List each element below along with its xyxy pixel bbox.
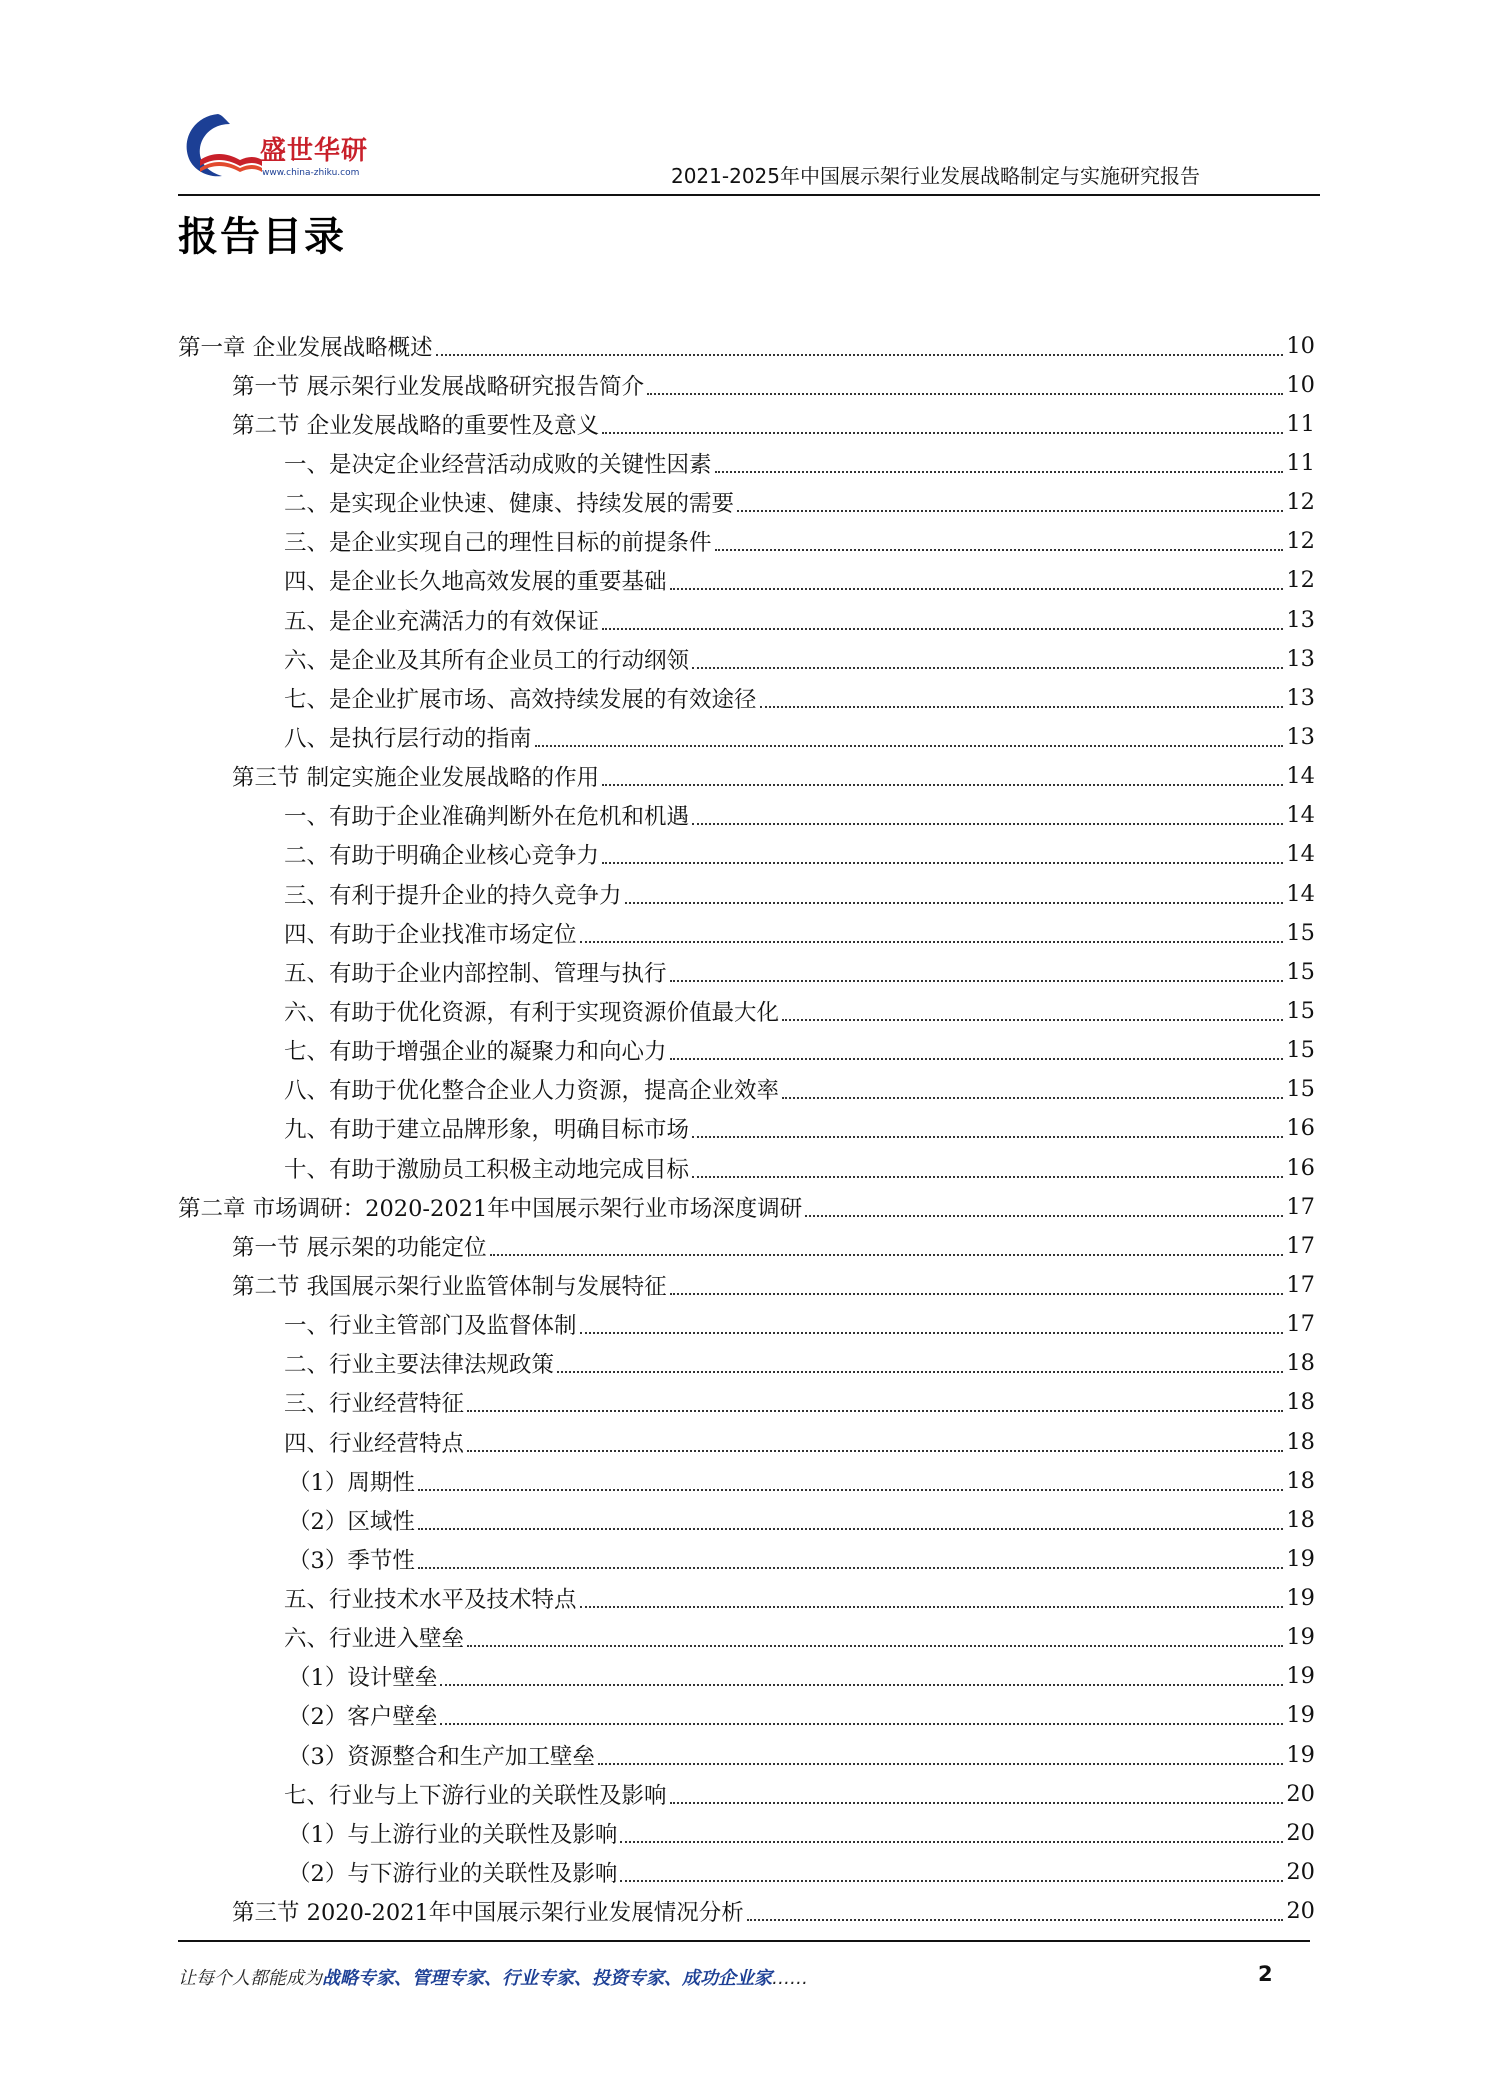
- toc-leader-dots: [490, 1254, 1284, 1256]
- header-divider: [178, 194, 1320, 196]
- toc-entry[interactable]: [178, 1579, 1315, 1618]
- toc-entry-label: 第二节 企业发展战略的重要性及意义: [232, 412, 600, 439]
- toc-entry-page: 17: [1286, 1271, 1315, 1298]
- toc-entry-page: 13: [1286, 606, 1315, 633]
- toc-entry[interactable]: [178, 1070, 1315, 1109]
- toc-leader-dots: [580, 1332, 1284, 1334]
- footer-divider: [178, 1940, 1310, 1942]
- toc-entry[interactable]: [178, 1422, 1315, 1461]
- toc-entry-label: （2）客户壁垒: [288, 1704, 438, 1731]
- toc-entry[interactable]: [178, 1226, 1315, 1265]
- toc-entry-label: 四、行业经营特点: [284, 1430, 465, 1457]
- toc-entry-label: 六、行业进入壁垒: [284, 1626, 465, 1653]
- toc-leader-dots: [440, 1723, 1283, 1725]
- toc-entry-page: 18: [1286, 1506, 1315, 1533]
- toc-entry-page: 14: [1286, 841, 1315, 868]
- toc-entry-label: 第一节 展示架行业发展战略研究报告简介: [232, 373, 645, 400]
- toc-entry[interactable]: [178, 1892, 1315, 1931]
- logo-text: 盛世华研: [260, 136, 369, 166]
- toc-entry-label: 第一章 企业发展战略概述: [178, 334, 433, 361]
- toc-entry-label: 十、有助于激励员工积极主动地完成目标: [284, 1156, 690, 1183]
- toc-entry[interactable]: [178, 600, 1315, 639]
- toc-entry-page: 17: [1286, 1193, 1315, 1220]
- toc-entry[interactable]: [178, 1852, 1315, 1891]
- toc-entry-page: 19: [1286, 1624, 1315, 1651]
- toc-entry-page: 15: [1286, 1076, 1315, 1103]
- toc-entry[interactable]: [178, 404, 1315, 443]
- toc-leader-dots: [602, 432, 1283, 434]
- toc-leader-dots: [440, 1684, 1283, 1686]
- toc-leader-dots: [670, 1802, 1284, 1804]
- toc-entry-label: 七、是企业扩展市场、高效持续发展的有效途径: [284, 686, 757, 713]
- toc-leader-dots: [782, 1097, 1283, 1099]
- toc-entry[interactable]: [178, 639, 1315, 678]
- toc-entry-label: 第三节 制定实施企业发展战略的作用: [232, 765, 600, 792]
- toc-entry-page: 19: [1286, 1741, 1315, 1768]
- footer-prefix: 让每个人都能成为: [178, 1968, 322, 1989]
- toc-entry-page: 11: [1286, 410, 1315, 437]
- toc-leader-dots: [598, 1763, 1284, 1765]
- toc-entry[interactable]: [178, 1109, 1315, 1148]
- toc-entry-page: 19: [1286, 1663, 1315, 1690]
- toc-leader-dots: [715, 471, 1284, 473]
- toc-entry-label: 二、有助于明确企业核心竞争力: [284, 843, 600, 870]
- toc-entry[interactable]: [178, 483, 1315, 522]
- toc-entry-page: 18: [1286, 1389, 1315, 1416]
- toc-entry-page: 12: [1286, 528, 1315, 555]
- toc-entry-page: 16: [1286, 1115, 1315, 1142]
- toc-entry-label: 五、行业技术水平及技术特点: [284, 1587, 577, 1614]
- book-swoosh-icon: [178, 106, 264, 186]
- toc-entry[interactable]: [178, 1539, 1315, 1578]
- toc-leader-dots: [782, 1019, 1283, 1021]
- toc-leader-dots: [602, 862, 1283, 864]
- toc-leader-dots: [580, 941, 1284, 943]
- toc-entry-label: 二、行业主要法律法规政策: [284, 1352, 555, 1379]
- footer-highlight: 战略专家、管理专家、行业专家、投资专家、成功企业家: [322, 1968, 772, 1989]
- toc-entry-page: 15: [1286, 919, 1315, 946]
- toc-entry-label: 第三节 2020-2021年中国展示架行业发展情况分析: [232, 1900, 744, 1927]
- toc-leader-dots: [467, 1645, 1283, 1647]
- toc-entry[interactable]: [178, 1461, 1315, 1500]
- toc-leader-dots: [557, 1371, 1283, 1373]
- toc-entry[interactable]: [178, 678, 1315, 717]
- toc-entry-label: 三、有利于提升企业的持久竞争力: [284, 882, 622, 909]
- toc-leader-dots: [418, 1489, 1284, 1491]
- toc-entry[interactable]: [178, 1031, 1315, 1070]
- toc-entry-label: 六、是企业及其所有企业员工的行动纲领: [284, 647, 690, 674]
- toc-leader-dots: [692, 667, 1283, 669]
- report-title: 2021-2025年中国展示架行业发展战略制定与实施研究报告: [670, 164, 1200, 188]
- toc-leader-dots: [467, 1450, 1283, 1452]
- toc-leader-dots: [418, 1528, 1284, 1530]
- toc-entry[interactable]: [178, 952, 1315, 991]
- toc-entry[interactable]: [178, 1305, 1315, 1344]
- toc-entry-label: 四、有助于企业找准市场定位: [284, 921, 577, 948]
- toc-entry[interactable]: [178, 561, 1315, 600]
- toc-entry-label: 八、是执行层行动的指南: [284, 725, 532, 752]
- toc-leader-dots: [670, 1293, 1284, 1295]
- page-header: [178, 100, 1320, 198]
- toc-entry[interactable]: [178, 1344, 1315, 1383]
- toc-entry-page: 20: [1286, 1859, 1315, 1886]
- toc-entry-label: 九、有助于建立品牌形象，明确目标市场: [284, 1117, 690, 1144]
- toc-entry-label: 七、有助于增强企业的凝聚力和向心力: [284, 1039, 667, 1066]
- toc-leader-dots: [625, 902, 1284, 904]
- toc-entry-page: 17: [1286, 1232, 1315, 1259]
- toc-leader-dots: [620, 1841, 1283, 1843]
- toc-entry-label: 第二章 市场调研：2020-2021年中国展示架行业市场深度调研: [178, 1195, 803, 1222]
- toc-entry-label: 三、是企业实现自己的理性目标的前提条件: [284, 530, 712, 557]
- toc-leader-dots: [805, 1215, 1283, 1217]
- toc-leader-dots: [670, 1058, 1284, 1060]
- toc-leader-dots: [670, 588, 1284, 590]
- footer-slogan: [178, 1964, 808, 1990]
- toc-entry-label: 七、行业与上下游行业的关联性及影响: [284, 1782, 667, 1809]
- toc-entry-label: 二、是实现企业快速、健康、持续发展的需要: [284, 491, 735, 518]
- toc-leader-dots: [692, 1176, 1283, 1178]
- toc-entry[interactable]: [178, 443, 1315, 482]
- footer-suffix: ……: [772, 1968, 808, 1989]
- toc-leader-dots: [602, 628, 1283, 630]
- company-logo: [178, 106, 378, 186]
- toc-entry-page: 10: [1286, 371, 1315, 398]
- toc-entry-page: 10: [1286, 332, 1315, 359]
- toc-leader-dots: [715, 549, 1284, 551]
- toc-entry-page: 13: [1286, 684, 1315, 711]
- toc-entry[interactable]: [178, 757, 1315, 796]
- toc-entry-page: 17: [1286, 1311, 1315, 1338]
- toc-leader-dots: [602, 784, 1283, 786]
- page-number: 2: [1258, 1962, 1273, 1986]
- toc-entry[interactable]: [178, 522, 1315, 561]
- toc-entry-label: 五、是企业充满活力的有效保证: [284, 608, 600, 635]
- toc-entry-label: 三、行业经营特征: [284, 1391, 465, 1418]
- toc-entry[interactable]: [178, 365, 1315, 404]
- toc-entry[interactable]: [178, 796, 1315, 835]
- toc-entry-page: 13: [1286, 645, 1315, 672]
- toc-entry-label: 八、有助于优化整合企业人力资源，提高企业效率: [284, 1078, 780, 1105]
- toc-entry-label: （3）资源整合和生产加工壁垒: [288, 1743, 595, 1770]
- toc-entry[interactable]: [178, 1265, 1315, 1304]
- toc-entry-page: 18: [1286, 1428, 1315, 1455]
- toc-entry-label: 六、有助于优化资源，有利于实现资源价值最大化: [284, 999, 780, 1026]
- toc-entry-page: 19: [1286, 1585, 1315, 1612]
- toc-entry[interactable]: [178, 1813, 1315, 1852]
- toc-leader-dots: [670, 980, 1284, 982]
- toc-entry-page: 19: [1286, 1702, 1315, 1729]
- toc-entry-page: 13: [1286, 723, 1315, 750]
- toc-leader-dots: [580, 1606, 1284, 1608]
- toc-entry[interactable]: [178, 1657, 1315, 1696]
- toc-entry-page: 12: [1286, 489, 1315, 516]
- toc-leader-dots: [418, 1567, 1284, 1569]
- toc-entry[interactable]: [178, 1735, 1315, 1774]
- page-title: 报告目录: [178, 214, 346, 260]
- toc-leader-dots: [535, 745, 1284, 747]
- toc-entry-label: 第二节 我国展示架行业监管体制与发展特征: [232, 1273, 667, 1300]
- toc-leader-dots: [692, 823, 1283, 825]
- toc-entry[interactable]: [178, 913, 1315, 952]
- toc-entry-label: 五、有助于企业内部控制、管理与执行: [284, 960, 667, 987]
- toc-entry[interactable]: [178, 326, 1315, 365]
- toc-entry-label: 第一节 展示架的功能定位: [232, 1234, 487, 1261]
- toc-entry-page: 14: [1286, 802, 1315, 829]
- toc-entry[interactable]: [178, 1500, 1315, 1539]
- toc-entry[interactable]: [178, 874, 1315, 913]
- toc-entry-page: 15: [1286, 1037, 1315, 1064]
- toc-entry[interactable]: [178, 991, 1315, 1030]
- toc-entry-label: 一、有助于企业准确判断外在危机和机遇: [284, 804, 690, 831]
- toc-entry-label: （1）周期性: [288, 1469, 415, 1496]
- toc-entry[interactable]: [178, 1618, 1315, 1657]
- toc-entry-page: 20: [1286, 1819, 1315, 1846]
- toc-entry-page: 20: [1286, 1898, 1315, 1925]
- toc-entry-label: 四、是企业长久地高效发展的重要基础: [284, 569, 667, 596]
- toc-leader-dots: [467, 1410, 1283, 1412]
- toc-leader-dots: [692, 1136, 1283, 1138]
- toc-entry-page: 19: [1286, 1545, 1315, 1572]
- toc-entry-label: （2）与下游行业的关联性及影响: [288, 1861, 618, 1888]
- toc-leader-dots: [436, 354, 1284, 356]
- toc-entry-page: 14: [1286, 880, 1315, 907]
- toc-leader-dots: [647, 393, 1283, 395]
- toc-entry-page: 12: [1286, 567, 1315, 594]
- toc-entry-label: （2）区域性: [288, 1508, 415, 1535]
- toc-entry-page: 11: [1286, 449, 1315, 476]
- toc-entry-label: （3）季节性: [288, 1547, 415, 1574]
- logo-url: www.china-zhiku.com: [262, 168, 360, 178]
- toc-entry[interactable]: [178, 1383, 1315, 1422]
- toc-leader-dots: [747, 1919, 1284, 1921]
- toc-entry-page: 20: [1286, 1780, 1315, 1807]
- toc-entry-page: 16: [1286, 1154, 1315, 1181]
- toc-leader-dots: [737, 510, 1283, 512]
- toc-leader-dots: [760, 706, 1284, 708]
- toc-entry-label: 一、是决定企业经营活动成败的关键性因素: [284, 451, 712, 478]
- toc-entry-label: （1）设计壁垒: [288, 1665, 438, 1692]
- toc-entry-page: 15: [1286, 997, 1315, 1024]
- toc-entry-label: 一、行业主管部门及监督体制: [284, 1313, 577, 1340]
- toc-entry-page: 15: [1286, 958, 1315, 985]
- toc-entry[interactable]: [178, 835, 1315, 874]
- toc-entry-page: 14: [1286, 763, 1315, 790]
- toc-entry[interactable]: [178, 1696, 1315, 1735]
- toc-entry-label: （1）与上游行业的关联性及影响: [288, 1821, 618, 1848]
- toc-entry-page: 18: [1286, 1467, 1315, 1494]
- toc-entry[interactable]: [178, 1774, 1315, 1813]
- table-of-contents: [178, 326, 1315, 1931]
- toc-entry[interactable]: [178, 717, 1315, 756]
- toc-entry[interactable]: [178, 1148, 1315, 1187]
- toc-entry-page: 18: [1286, 1350, 1315, 1377]
- toc-leader-dots: [620, 1880, 1283, 1882]
- toc-entry[interactable]: [178, 1187, 1315, 1226]
